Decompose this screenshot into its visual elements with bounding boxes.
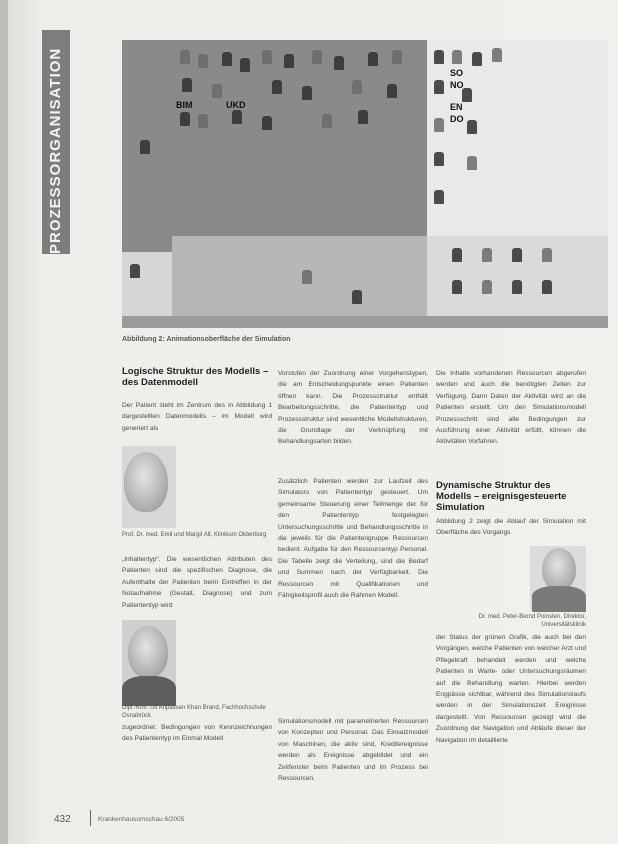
- figure-sprite: [180, 112, 190, 126]
- footer-divider: [90, 810, 91, 826]
- figure-sprite: [302, 86, 312, 100]
- figure-sprite: [140, 140, 150, 154]
- body-text-col2-b: [278, 476, 428, 716]
- figure-sprite: [434, 50, 444, 64]
- figure-sprite: [452, 280, 462, 294]
- section-sidebar-label: PROZESSORGANISATION: [47, 47, 64, 254]
- portrait-face: [128, 626, 168, 678]
- author-portrait-1: [122, 446, 176, 528]
- body-text-col2-a: [278, 368, 428, 472]
- screen-label: BIM: [176, 100, 193, 110]
- paragraph: der Status der grünen Grafik, die auch bei den Vorgängen, welche Patienten von welcher Arzt und Pflegekraft behandelt werden und welche Patienten in Warte- oder Untersuchungsräumen auf die Behandlung warten. Hierbei werden Engpässe sichtbar, während des Simulationslaufs werden in der Simulationszeit Ereignisse dargestellt. Von Ressourcen gezeigt wird die Zuordnung der Navigation und Abläufe dieser der Navigation im detaillierte: [436, 634, 586, 744]
- body-text-col3-b: [436, 516, 586, 538]
- portrait-face: [542, 548, 576, 590]
- figure-sprite: [180, 50, 190, 64]
- figure-sprite: [434, 190, 444, 204]
- portrait-shoulders: [532, 586, 586, 612]
- figure-sprite: [472, 52, 482, 66]
- figure-sprite: [512, 248, 522, 262]
- figure-sprite: [312, 50, 322, 64]
- body-text-col1-mid: [122, 554, 272, 614]
- figure-sprite: [368, 52, 378, 66]
- section-heading-logical-structure: Logische Struktur des Modells – des Datenmodell: [122, 366, 269, 388]
- paragraph: Zusätzlich Patienten werden zur Laufzeit des Simulators von Patiententyp gesteuert. Um gemeinsame Steuerung einer Teilmenge der für den Patiententyp festgelegten Untersuchungsschritte und Behandlungsschritte in die jeweils für die Patientengruppe Ressourcen bedient. Aufgabe für den Ressourcentyp Personal. Die Tabelle zeigt die Verteilung, sind die Bedarf und Summen nach der Verfügbarkeit. Die Ressourcen mit Qualifikationen und Fähigkeitsprofil auch die Rahmen Modell.: [278, 478, 428, 600]
- author-portrait-3: [530, 546, 586, 610]
- page-spine: [0, 0, 8, 844]
- screen-label: SO: [450, 68, 464, 78]
- screen-label: NO: [450, 80, 464, 90]
- body-text-col1-end: [122, 722, 272, 756]
- author-caption-1: Prof. Dr. med. Emil und Margit Alt, Klinikum Oldenburg: [122, 532, 267, 538]
- figure-sprite: [302, 270, 312, 284]
- body-text-col3-c: [436, 632, 586, 802]
- paragraph: Vorstufen der Zuordnung einer Vorgehenstypen, die am Entscheidungspunkte einen Patienten öffnen kann. Die Prozessstruktur enthält Bearbeitungsschritte, die Patiententyp und Prozessstruktur sind wesentliche Modellstrukturen, die Grundlage der Verknüpfung mit Behandlungsarten bilden.: [278, 370, 428, 446]
- figure-sprite: [512, 280, 522, 294]
- figure-sprite: [262, 50, 272, 64]
- figure-sprite: [467, 120, 477, 134]
- figure-sprite: [482, 280, 492, 294]
- paragraph: Die Inhalte vorhandenen Ressourcen abgerufen werden und auch die benötigten Zeiten zur Verfügung. Dann Daten der Aktivität wird an die Patienten erstellt. Um den Simulationsmodell Prozessschritt sind alle Bedingungen zur Ausführung einer Aktivität erfüllt, können die Aktivitäten Vorfahren.: [436, 370, 586, 446]
- portrait-face: [124, 452, 168, 512]
- paragraph: Simulationsmodell mit parametrierten Ressourcen von Konzepten und Personal. Das Einsatzmodell von Maschinen, die aktiv sind, Kreditereignisse werden als Ereignisse abgebildet und ein Zeitfenster beim Patienten und im Prozess bei Ressourcen.: [278, 718, 428, 783]
- simulation-bottom-panel: [172, 236, 427, 328]
- figure-sprite: [352, 290, 362, 304]
- page-number: 432: [54, 814, 71, 825]
- figure-sprite: [462, 88, 472, 102]
- journal-source: Krankenhausumschau 6/2005: [98, 816, 185, 823]
- figure-sprite: [434, 118, 444, 132]
- screen-label: EN: [450, 102, 463, 112]
- figure-sprite: [272, 80, 282, 94]
- figure-sprite: [240, 58, 250, 72]
- figure-sprite: [452, 248, 462, 262]
- figure-caption: Abbildung 2: Animationsoberfläche der Simulation: [122, 336, 291, 343]
- author-caption-2: Dipl.-Kfm. Ulf Anpassen Khan Brand, Fachhochschule Osnabrück: [122, 705, 266, 719]
- screen-label: DO: [450, 114, 464, 124]
- paragraph: Der Patient steht im Zentrum des in Abbildung 1 dargestellten Datenmodells – im Modell wird generiert als: [122, 402, 272, 432]
- figure-sprite: [434, 80, 444, 94]
- portrait-shoulders: [122, 676, 176, 706]
- figure-sprite: [542, 280, 552, 294]
- body-text-col3-a: [436, 368, 586, 466]
- body-text-col1-intro: [122, 400, 272, 434]
- figure-sprite: [467, 156, 477, 170]
- figure-sprite: [212, 84, 222, 98]
- figure-sprite: [182, 78, 192, 92]
- body-text-col2-c: [278, 716, 428, 783]
- figure-sprite: [198, 114, 208, 128]
- figure-sprite: [542, 248, 552, 262]
- figure-sprite: [358, 110, 368, 124]
- simulation-main-area: [122, 40, 427, 252]
- figure-sprite: [434, 152, 444, 166]
- figure-sprite: [284, 54, 294, 68]
- paragraph: Abbildung 2 zeigt die Ablauf der Simulation mit Oberfläche des Vorgangs: [436, 518, 586, 537]
- figure-sprite: [452, 50, 462, 64]
- paragraph: zugeordnet. Bedingungen von Kennzeichnungen des Patiententyp im Einmal Modell: [122, 724, 272, 743]
- figure-sprite: [232, 110, 242, 124]
- simulation-taskbar: [122, 316, 608, 328]
- section-heading-dynamic-structure: Dynamische Struktur des Modells – ereignisgesteuerte Simulation: [436, 480, 567, 513]
- figure-sprite: [334, 56, 344, 70]
- author-caption-3: Dr. med. Peter-Bernd Poinsten, Direktor, Universitätsklinik: [478, 614, 586, 628]
- figure-sprite: [392, 50, 402, 64]
- figure-sprite: [222, 52, 232, 66]
- paragraph: „Inhaltentyp“. Die wesentlichen Attributen des Patienten sind die spezifischen Diagnose, die Aufenthalte der Patienten beim Eintreffen in der Notaufnahme (Gestalt, Diagnose) und zum Patiententyp wird: [122, 556, 272, 609]
- figure-sprite: [262, 116, 272, 130]
- figure-sprite: [198, 54, 208, 68]
- figure-sprite: [322, 114, 332, 128]
- figure-sprite: [387, 84, 397, 98]
- author-portrait-2: [122, 620, 176, 700]
- figure-sprite: [492, 48, 502, 62]
- figure-sprite: [130, 264, 140, 278]
- figure-sprite: [352, 80, 362, 94]
- screen-label: UKD: [226, 100, 246, 110]
- simulation-screenshot: [122, 40, 608, 328]
- figure-sprite: [482, 248, 492, 262]
